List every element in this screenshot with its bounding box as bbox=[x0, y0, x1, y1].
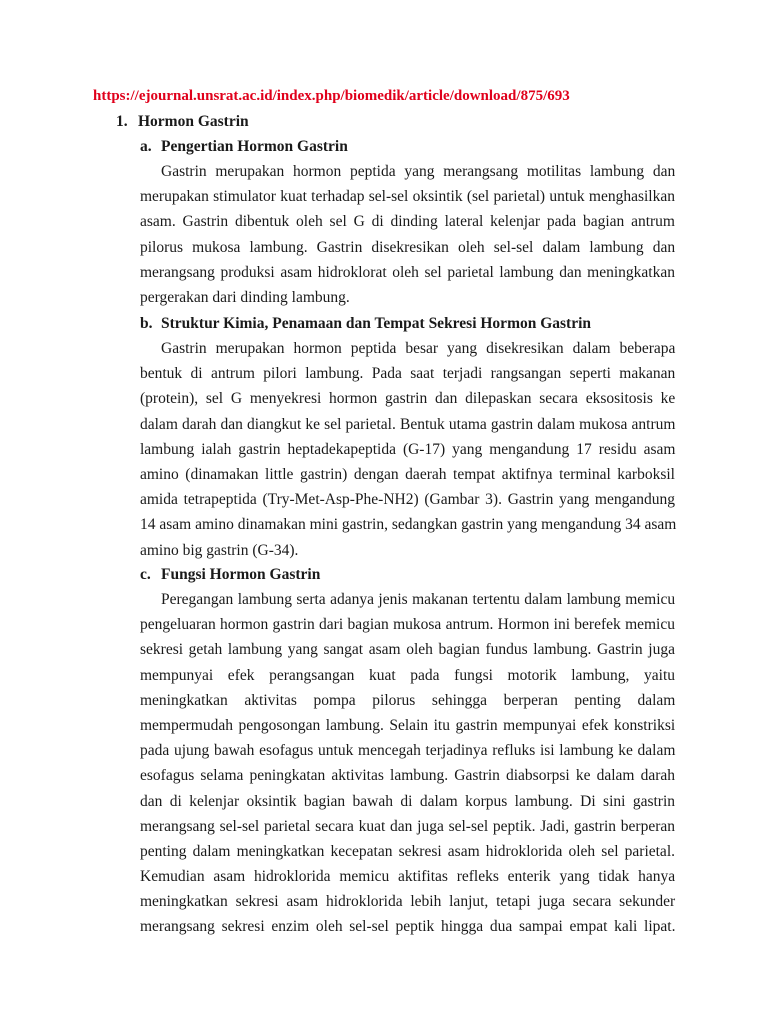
subsection-heading-b bbox=[140, 315, 591, 333]
paragraph-line: mempunyai efek perangsangan kuat pada fungsi motorik lambung, yaitu bbox=[140, 666, 675, 684]
paragraph-line: esofagus selama peningkatan aktivitas lambung. Gastrin diabsorpsi ke dalam darah bbox=[140, 767, 675, 785]
paragraph-line: merangsang sekresi enzim oleh sel-sel peptik hingga dua sampai empat kali lipat. bbox=[140, 918, 676, 936]
paragraph-line: amino big gastrin (G-34). bbox=[140, 541, 299, 559]
section-number: 1. bbox=[116, 113, 128, 130]
paragraph-line: dalam darah dan diangkut ke sel parietal. Bentuk utama gastrin dalam mukosa antrum bbox=[140, 415, 676, 433]
paragraph-line: sekresi getah lambung yang sangat asam oleh bagian fundus lambung. Gastrin juga bbox=[140, 641, 675, 659]
paragraph-line: merangsang produksi asam hidroklorat oleh sel parietal lambung dan meningkatkan bbox=[140, 263, 675, 281]
paragraph-line: amino (dinamakan little gastrin) dengan daerah tempat aktifnya terminal karboksil bbox=[140, 465, 675, 483]
paragraph-line: lambung ialah gastrin heptadekapeptida (G-17) yang mengandung 17 residu asam bbox=[140, 440, 676, 458]
paragraph-line: merupakan stimulator kuat terhadap sel-sel oksintik (sel parietal) untuk menghasilkan bbox=[140, 188, 675, 206]
paragraph-line: pilorus mukosa lambung. Gastrin disekresikan oleh sel-sel dalam lambung dan bbox=[140, 238, 676, 256]
paragraph-line: Kemudian asam hidroklorida memicu aktifitas refleks enterik yang tidak hanya bbox=[140, 868, 676, 886]
paragraph-line: (protein), sel G menyekresi hormon gastrin dan dilepaskan secara eksositosis ke bbox=[140, 390, 676, 408]
subsection-title: Pengertian Hormon Gastrin bbox=[161, 138, 348, 155]
subsection-letter: b. bbox=[140, 315, 153, 332]
paragraph-line: amida tetrapeptida (Try-Met-Asp-Phe-NH2) (Gambar 3). Gastrin yang mengandung bbox=[140, 491, 675, 509]
subsection-title: Struktur Kimia, Penamaan dan Tempat Sekresi Hormon Gastrin bbox=[161, 315, 592, 332]
subsection-title: Fungsi Hormon Gastrin bbox=[161, 566, 321, 583]
paragraph-line: 14 asam amino dinamakan mini gastrin, sedangkan gastrin yang mengandung 34 asam bbox=[140, 516, 677, 534]
subsection-letter: a. bbox=[140, 138, 152, 155]
paragraph-line: asam. Gastrin dibentuk oleh sel G di dinding lateral kelenjar pada bagian antrum bbox=[140, 213, 675, 231]
paragraph-pengertian bbox=[140, 159, 675, 310]
paragraph-line: Gastrin merupakan hormon peptida besar yang disekresikan dalam beberapa bbox=[161, 340, 676, 357]
source-url: https://ejournal.unsrat.ac.id/index.php/biomedik/article/download/875/693 bbox=[93, 88, 570, 104]
paragraph-line: pada ujung bawah esofagus untuk mencegah terjadinya refluks isi lambung ke dalam bbox=[140, 742, 676, 760]
paragraph-line: meningkatkan sekresi asam hidroklorida lebih lanjut, tetapi juga secara sekunder bbox=[140, 893, 676, 911]
paragraph-line: pergerakan dari dinding lambung. bbox=[140, 288, 350, 306]
paragraph-line: pengeluaran hormon gastrin dari bagian mukosa antrum. Hormon ini berefek memicu bbox=[140, 616, 675, 634]
paragraph-line: merangsang sel-sel parietal secara kuat dan juga sel-sel peptik. Jadi, gastrin berperan bbox=[140, 817, 675, 835]
paragraph-fungsi bbox=[140, 587, 675, 940]
paragraph-line: bentuk di antrum pilori lambung. Pada saat terjadi rangsangan seperti makanan bbox=[140, 365, 676, 383]
section-title: Hormon Gastrin bbox=[138, 113, 249, 130]
subsection-heading-c bbox=[140, 566, 320, 584]
paragraph-line: Gastrin merupakan hormon peptida yang merangsang motilitas lambung dan bbox=[161, 163, 676, 180]
subsection-heading-a bbox=[140, 138, 348, 156]
subsection-letter: c. bbox=[140, 566, 151, 583]
paragraph-line: penting dalam meningkatkan kecepatan sekresi asam hidroklorida oleh sel parietal. bbox=[140, 842, 675, 860]
section-heading bbox=[116, 113, 249, 131]
paragraph-struktur-kimia bbox=[140, 336, 675, 563]
paragraph-line: mempermudah pengosongan lambung. Selain itu gastrin mempunyai efek konstriksi bbox=[140, 716, 676, 734]
paragraph-line: dan di kelenjar oksintik bagian bawah di dalam korpus lambung. Di sini gastrin bbox=[140, 792, 675, 810]
paragraph-line: meningkatkan aktivitas pompa pilorus sehingga berperan penting dalam bbox=[140, 691, 676, 709]
paragraph-line: Peregangan lambung serta adanya jenis makanan tertentu dalam lambung memicu bbox=[161, 591, 676, 608]
